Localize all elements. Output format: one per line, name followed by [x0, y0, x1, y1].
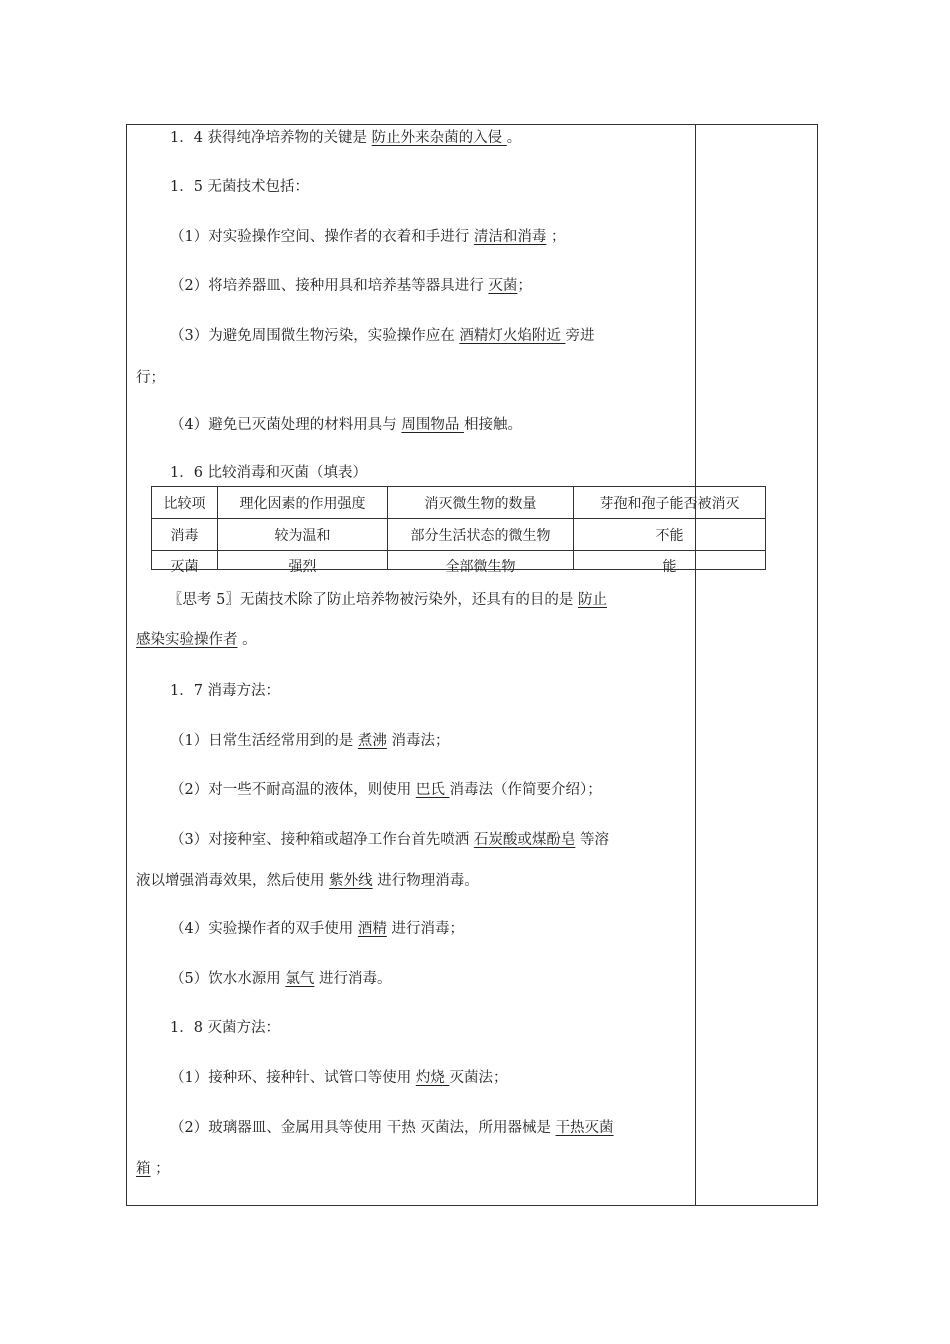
answer-blank: 灼烧: [415, 1070, 450, 1086]
answer-blank: 防止: [577, 592, 607, 608]
line-1-5: 1．5 无菌技术包括：: [170, 179, 310, 195]
table-row: [152, 519, 766, 551]
table-cell: 较为温和: [218, 519, 388, 551]
line-1-7-5: [136, 968, 722, 990]
table-header: 理化因素的作用强度: [218, 487, 388, 519]
line-1-6: 1．6 比较消毒和灭菌（填表）: [170, 465, 368, 481]
line-1-5-3-cont: 行；: [136, 370, 165, 386]
line-1-8-2-cont: [136, 1158, 688, 1180]
table-cell: 不能: [574, 519, 766, 551]
table-header: 消灭微生物的数量: [388, 487, 574, 519]
answer-blank: 清洁和消毒: [473, 229, 547, 245]
cell-text: 全部微生物: [445, 559, 516, 575]
text: （4）避免已灭菌处理的材料用具与: [170, 417, 402, 433]
cell-text: 能: [662, 559, 677, 575]
cell-text: 灭菌: [170, 559, 199, 575]
text: ；: [150, 1161, 170, 1177]
table-cell: [152, 551, 218, 575]
text: 〖思考 5〗无菌技术除了防止培养物被污染外，还具有的目的是: [168, 592, 578, 608]
table-cell: 部分生活状态的微生物: [388, 519, 574, 551]
line-1-5-3: [136, 325, 722, 347]
text: 灭菌法；: [449, 1070, 508, 1086]
text: （1）对实验操作空间、操作者的衣着和手进行: [170, 229, 474, 245]
line-1-8: 1．8 灭菌方法：: [170, 1020, 281, 1036]
answer-blank: 煮沸: [357, 733, 387, 749]
answer-blank: 干热灭菌: [555, 1120, 614, 1136]
answer-blank: 石炭酸或煤酚皂: [473, 832, 576, 848]
line-1-7-3-cont: [136, 870, 688, 892]
answer-blank: 箱: [136, 1161, 151, 1177]
text: 等溶: [575, 832, 609, 848]
text: 进行物理消毒。: [372, 873, 479, 889]
table-cell: [218, 551, 388, 575]
table-cell: [388, 551, 574, 575]
table-header: 比较项: [152, 487, 218, 519]
table-cell: [574, 551, 766, 575]
line-1-4: [136, 127, 722, 149]
text: 进行消毒。: [314, 971, 392, 987]
text: 消毒法（作简要介绍）；: [449, 782, 602, 798]
text: （4）实验操作者的双手使用: [170, 921, 358, 937]
text: （2）对一些不耐高温的液体，则使用: [170, 782, 416, 798]
line-1-7-4: [136, 918, 722, 940]
table-row: [152, 551, 766, 570]
text: 进行消毒；: [386, 921, 464, 937]
line-1-7-2: [136, 779, 722, 801]
text: ；: [546, 229, 566, 245]
text: （3）对接种室、接种箱或超净工作台首先喷洒: [170, 832, 474, 848]
text: （1）接种环、接种针、试管口等使用: [170, 1070, 416, 1086]
comparison-table: [151, 486, 766, 575]
text: ；: [517, 278, 532, 294]
line-1-5-1: [136, 226, 722, 248]
answer-blank: 氯气: [285, 971, 315, 987]
answer-blank: 周围物品: [401, 417, 464, 433]
text: （2）玻璃器皿、金属用具等使用 干热 灭菌法，所用器械是: [170, 1120, 556, 1136]
line-1-7-1: [136, 730, 722, 752]
text: 。: [237, 632, 257, 648]
text: 旁进: [565, 328, 595, 344]
line-1-7-3: [136, 829, 722, 851]
think-5: [136, 589, 720, 611]
line-1-8-2: [136, 1117, 722, 1139]
cell-text: 强烈: [288, 559, 317, 575]
line-1-8-1: [136, 1067, 722, 1089]
text: （3）为避免周围微生物污染，实验操作应在: [170, 328, 460, 344]
text: 1．4 获得纯净培养物的关键是: [170, 130, 372, 146]
table-header: 芽孢和孢子能否被消灭: [574, 487, 766, 519]
answer-blank: 巴氏: [415, 782, 450, 798]
answer-blank: 防止外来杂菌的入侵: [371, 130, 507, 146]
table-header-row: [152, 487, 766, 519]
text: 消毒法；: [386, 733, 450, 749]
line-1-5-2: [136, 275, 722, 297]
text: 。: [506, 130, 522, 146]
answer-blank: 紫外线: [329, 873, 373, 889]
text: （2）将培养器皿、接种用具和培养基等器具进行: [170, 278, 489, 294]
text: （1）日常生活经常用到的是: [170, 733, 358, 749]
table-cell: 消毒: [152, 519, 218, 551]
think-5-cont: [136, 629, 688, 651]
text: 液以增强消毒效果，然后使用: [136, 873, 330, 889]
answer-blank: 感染实验操作者: [136, 632, 238, 648]
answer-blank: 灭菌: [488, 278, 518, 294]
answer-blank: 酒精: [357, 921, 387, 937]
answer-blank: 酒精灯火焰附近: [459, 328, 566, 344]
line-1-7: 1．7 消毒方法：: [170, 683, 281, 699]
text: 相接触。: [463, 417, 522, 433]
text: （5）饮水水源用: [170, 971, 286, 987]
line-1-5-4: [136, 414, 722, 436]
